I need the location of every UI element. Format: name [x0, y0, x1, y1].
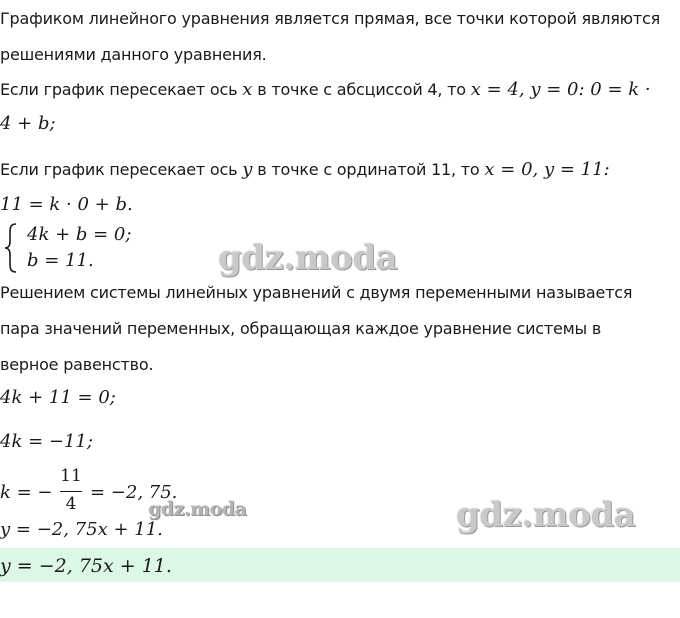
equation-3: 4k = −11; — [0, 431, 93, 452]
p2-math: x = 4, y = 0: 0 = k · — [470, 79, 651, 100]
p2-prefix: Если график пересекает ось — [0, 80, 238, 99]
p3-math: x = 0, y = 11: — [484, 159, 610, 180]
equation-5: y = −2, 75x + 11. — [0, 519, 163, 540]
equation-4-right: = −2, 75. — [90, 482, 178, 503]
system-equation-2: b = 11. — [27, 250, 94, 271]
fraction-denominator: 4 — [65, 494, 77, 514]
fraction-bar — [60, 491, 82, 492]
p3-middle: в точке с ординатой 11, то — [257, 160, 480, 179]
equation-2: 4k + 11 = 0; — [0, 387, 116, 408]
watermark-top: gdz.moda — [218, 238, 398, 278]
watermark-small: gdz.moda — [148, 498, 247, 520]
paragraph-1-line-2: решениями данного уравнения. — [0, 45, 267, 64]
p2-middle: в точке с абсциссой 4, то — [257, 80, 466, 99]
paragraph-4-line-1: Решением системы линейных уравнений с двумя переменными называется — [0, 283, 633, 302]
watermark-right: gdz.moda — [456, 495, 636, 535]
fraction-numerator: 11 — [60, 466, 82, 486]
paragraph-3-line-1 — [0, 160, 610, 180]
system-brace-icon — [2, 222, 20, 274]
p3-var: y — [242, 159, 253, 180]
equation-1: 11 = k · 0 + b. — [0, 194, 133, 215]
p3-prefix: Если график пересекает ось — [0, 160, 238, 179]
paragraph-4-line-3: верное равенство. — [0, 355, 154, 374]
equation-4-left: k = − — [0, 482, 53, 503]
p2-var: x — [242, 79, 253, 100]
paragraph-2-line-1 — [0, 80, 651, 100]
answer-equation: y = −2, 75x + 11. — [0, 555, 172, 577]
system-equation-1: 4k + b = 0; — [27, 224, 132, 245]
paragraph-2-line-2: 4 + b; — [0, 113, 56, 134]
paragraph-4-line-2: пара значений переменных, обращающая каждое уравнение системы в — [0, 319, 602, 338]
paragraph-1-line-1: Графиком линейного уравнения является прямая, все точки которой являются — [0, 9, 661, 28]
